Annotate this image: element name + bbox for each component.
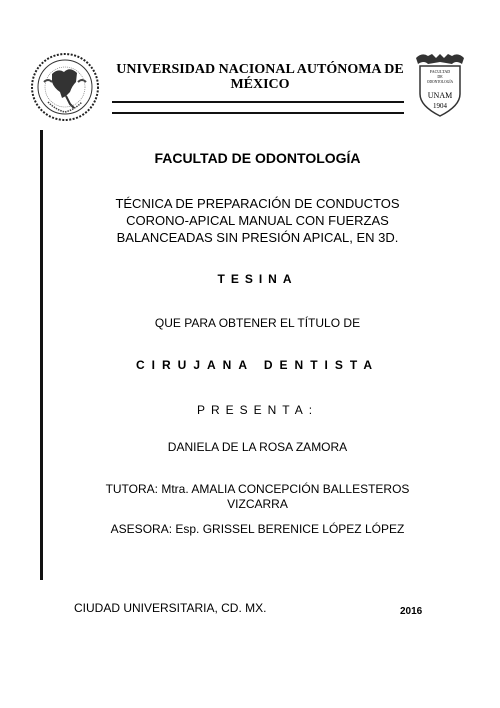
presents-label: PRESENTA: — [196, 403, 319, 417]
publication-year: 2016 — [400, 606, 423, 617]
seal-text-line2: DE — [437, 74, 443, 79]
tutor-line: TUTORA: Mtra. AMALIA CONCEPCIÓN BALLESTEROS — [105, 482, 410, 496]
faculty-title: FACULTAD DE ODONTOLOGÍA — [154, 150, 361, 166]
purpose-text: QUE PARA OBTENER EL TÍTULO DE — [154, 316, 361, 330]
faculty-seal-logo — [412, 50, 468, 120]
unam-seal-icon — [30, 52, 100, 122]
degree-title: CIRUJANA DENTISTA — [135, 358, 379, 372]
tutor-info — [85, 482, 430, 512]
university-name: UNIVERSIDAD NACIONAL AUTÓNOMA DE MÉXICO — [116, 62, 404, 92]
unam-seal-logo — [30, 52, 100, 122]
thesis-title-line: BALANCEADAS SIN PRESIÓN APICAL, EN 3D. — [116, 230, 399, 245]
seal-text-line4: UNAM — [427, 91, 453, 100]
advisor-info: ASESORA: Esp. GRISSEL BERENICE LÓPEZ LÓPEZ — [110, 522, 405, 536]
document-type: TESINA — [217, 272, 298, 286]
seal-text-line5: 1904 — [433, 102, 447, 110]
seal-text-line3: ODONTOLOGÍA — [426, 80, 454, 84]
header-rule-bottom — [112, 112, 404, 114]
tutor-line: VIZCARRA — [227, 497, 288, 511]
city-location: CIUDAD UNIVERSITARIA, CD. MX. — [74, 601, 267, 615]
left-vertical-bar — [40, 130, 43, 580]
thesis-title-line: CORONO-APICAL MANUAL CON FUERZAS — [126, 213, 389, 228]
header-rule-top — [112, 101, 404, 103]
thesis-title — [85, 195, 430, 246]
seal-text-line1: FACULTAD — [429, 69, 451, 74]
author-name: DANIELA DE LA ROSA ZAMORA — [167, 440, 348, 454]
eagle-shield-icon — [412, 50, 468, 120]
thesis-title-line: TÉCNICA DE PREPARACIÓN DE CONDUCTOS — [115, 196, 400, 211]
